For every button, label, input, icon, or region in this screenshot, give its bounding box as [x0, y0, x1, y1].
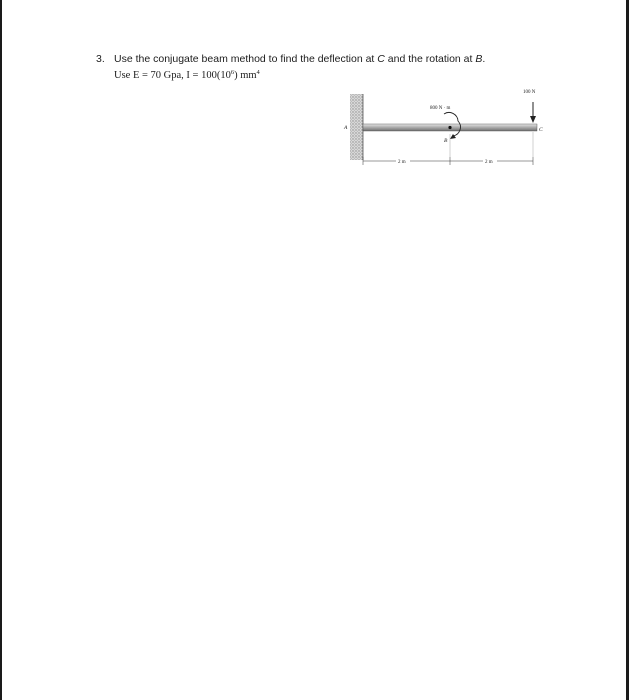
force-label: 100 N [523, 90, 536, 95]
label-b: B [444, 138, 448, 144]
left-page-edge [0, 0, 2, 700]
fixed-support-wall [350, 94, 363, 160]
moment-label: 800 N · m [430, 106, 451, 111]
dimension-right: 2 m [485, 160, 493, 165]
beam-figure [340, 84, 550, 174]
dimension-left: 2 m [398, 160, 406, 165]
given-values: Use E = 70 Gpa, $I = 100(10^6)$ $mm^4$ [114, 69, 260, 81]
label-a: A [344, 125, 348, 131]
problem-number: 3. [96, 53, 105, 65]
problem-3 [96, 52, 576, 83]
problem-statement: 3. Use the conjugate beam method to find the deflection at C and the rotation at B. [96, 53, 486, 65]
cantilever-beam-diagram [340, 84, 550, 174]
point-b-marker [448, 126, 451, 129]
label-c: C [539, 127, 543, 133]
